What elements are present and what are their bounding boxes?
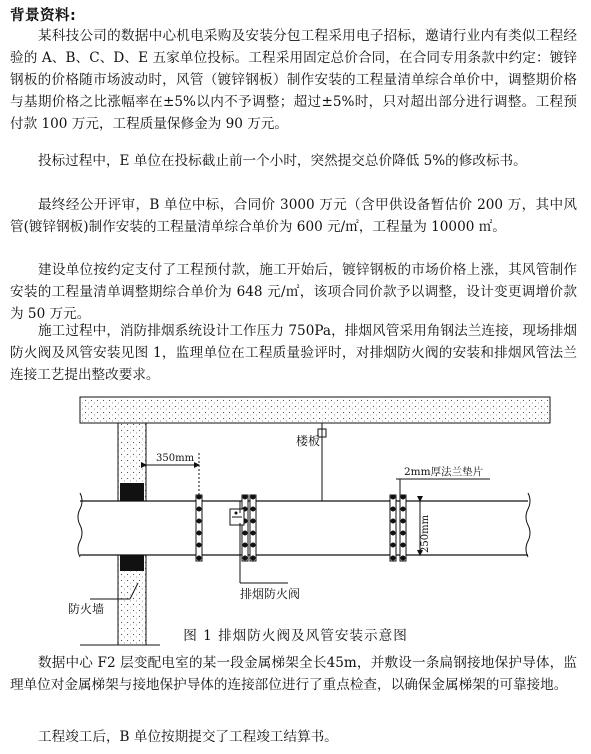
paragraph-2: 投标过程中，E 单位在投标截止前一个小时，突然提交总价降低 5%的修改标书。 <box>38 153 527 169</box>
floor-slab <box>80 397 550 423</box>
label-dim-350: 350mm <box>156 453 195 464</box>
label-dim-250: 250mm <box>420 514 431 553</box>
label-gasket: 2mm厚法兰垫片 <box>404 466 484 478</box>
flange-joint-a <box>250 495 256 562</box>
label-valve: 排烟防火阀 <box>240 587 301 601</box>
label-floor-slab: 楼板 <box>296 434 321 448</box>
figure-valve-duct-diagram <box>60 393 560 648</box>
heading-background: 背景资料: <box>10 8 77 24</box>
wall-fill-lower <box>120 555 144 571</box>
flange-joint-b <box>390 495 396 562</box>
paragraph-5: 施工过程中，消防排烟系统设计工作压力 750Pa，排烟风管采用角钢法兰连接，现场排烟防火阀及风管安装见图 1，监理单位在工程质量验评时，对排烟防火阀的安装和排烟风管法兰连接工艺提出整改要求。 <box>10 323 577 383</box>
wall-fill-upper <box>120 483 144 501</box>
paragraph-4: 建设单位按约定支付了工程预付款，施工开始后，镀锌钢板的市场价格上涨，其风管制作安装的工程量清单调整期综合单价为 648 元/㎡，该项合同价款予以调整，设计变更调增价款为 50 万元。 <box>10 262 577 322</box>
paragraph-6: 数据中心 F2 层变配电室的某一段金属梯架全长45m，并敷设一条扁钢接地保护导体，监理单位对金属梯架与接地保护导体的连接部位进行了重点检查，以确保金属梯架的可靠接地。 <box>10 655 577 693</box>
figure-caption: 图 1 排烟防火阀及风管安装示意图 <box>183 628 408 644</box>
flange-valve-left <box>196 495 202 562</box>
paragraph-1: 某科技公司的数据中心机电采购及安装分包工程采用电子招标，邀请行业内有类似工程经验的 A、B、C、D、E 五家单位投标。工程采用固定总价合同，在合同专用条款中约定：镀锌钢板的价格随市场波动时，风管（镀锌钢板）制作安装的工程量清单综合单价中，调整期价格与基期价格之比涨幅率在±5%以内不予调整；超过±5%时，只对超出部分进行调整。工程预付款 100 万元，工程质量保修金为 90 万元。 <box>10 28 577 132</box>
flange-valve-right <box>242 495 248 562</box>
label-fire-wall: 防火墙 <box>68 602 105 616</box>
paragraph-3: 最终经公开评审，B 单位中标，合同价 3000 万元（含甲供设备暂估价 200 万，其中风管(镀锌钢板)制作安装的工程量清单综合单价为 600 元/㎡，工程量为 10000 ㎡。 <box>10 197 577 235</box>
flange-joint-c <box>400 495 406 562</box>
paragraph-7: 工程竣工后，B 单位按期提交了工程竣工结算书。 <box>38 729 338 745</box>
